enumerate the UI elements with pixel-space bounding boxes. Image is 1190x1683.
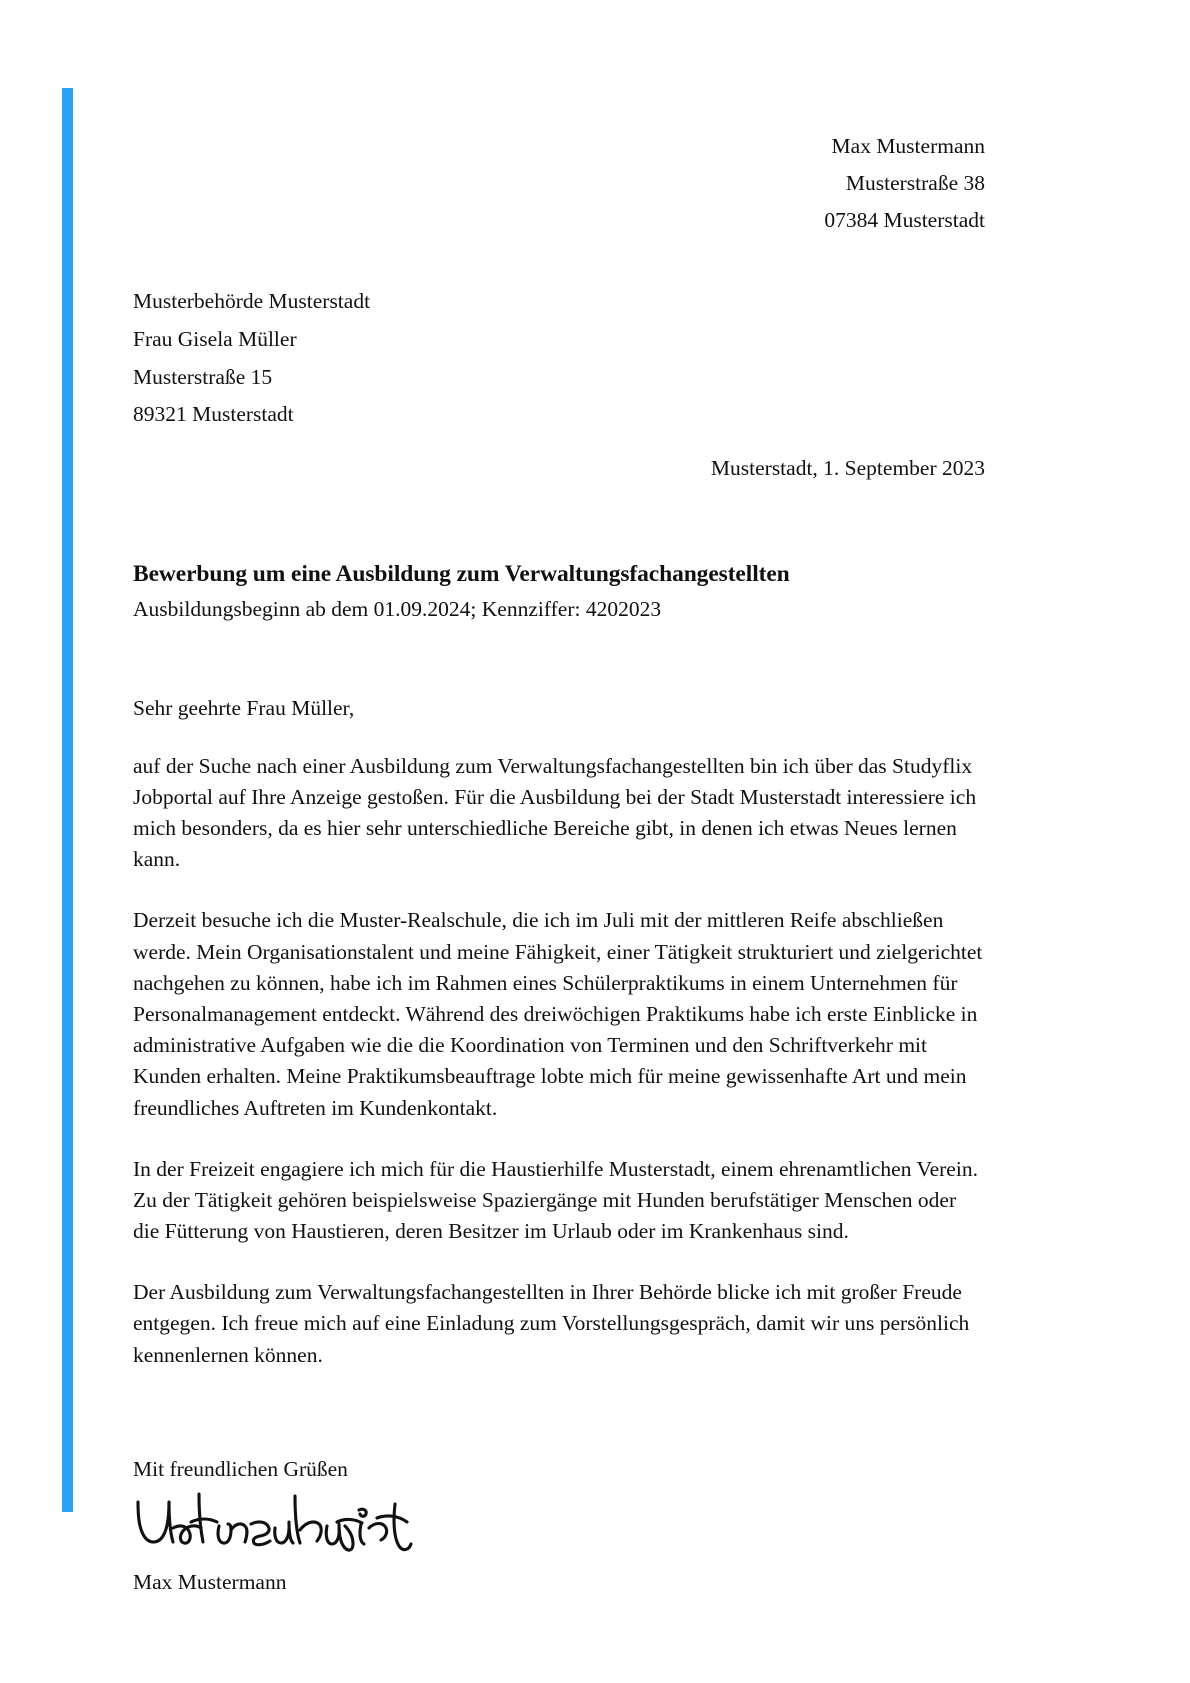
blue-accent-bar xyxy=(62,88,73,1512)
letter-content xyxy=(133,0,985,1595)
recipient-city: 89321 Musterstadt xyxy=(133,402,294,427)
paragraph: Der Ausbildung zum Verwaltungsfachangestellten in Ihrer Behörde blicke ich mit großer Freude entgegen. Ich freue mich auf eine Einladung zum Vorstellungsgespräch, damit wir uns persönlich kennenlernen können. xyxy=(133,1280,970,1367)
paragraph: Derzeit besuche ich die Muster-Realschule, die ich im Juli mit der mittleren Reife abschließen werde. Mein Organisationstalent und meine Fähigkeit, einer Tätigkeit strukturiert und zielgerichtet nachgehen zu können, habe ich im Rahmen eines Schülerpraktikums in einem Unternehmen für Personalmanagement entdeckt. Während des dreiwöchigen Praktikums habe ich erste Einblicke in administrative Aufgaben wie die die Koordination von Terminen und den Schriftverkehr mit Kunden erhalten. Meine Praktikumsbeauftrage lobte mich für meine gewissenhafte Art und mein freundliches Auftreten im Kundenkontakt. xyxy=(133,908,983,1120)
paragraph: auf der Suche nach einer Ausbildung zum Verwaltungsfachangestellten bin ich über das Studyflix Jobportal auf Ihre Anzeige gestoßen. Für die Ausbildung bei der Stadt Musterstadt interessiere ich mich besonders, da es hier sehr unterschiedliche Bereiche gibt, in denen ich etwas Neues lernen kann. xyxy=(133,753,977,872)
body-paragraphs xyxy=(133,751,985,1371)
sender-street: Musterstraße 38 xyxy=(845,170,985,195)
sender-city: 07384 Musterstadt xyxy=(824,207,985,232)
sender-name: Max Mustermann xyxy=(831,134,985,158)
subject-subtitle: Ausbildungsbeginn ab dem 01.09.2024; Kennziffer: 4202023 xyxy=(133,596,662,621)
closing-phrase: Mit freundlichen Grüßen xyxy=(133,1456,348,1481)
recipient-contact: Frau Gisela Müller xyxy=(133,326,297,351)
signer-name: Max Mustermann xyxy=(133,1569,287,1594)
handwritten-signature xyxy=(133,1488,433,1566)
date-line: Musterstadt, 1. September 2023 xyxy=(710,456,985,481)
recipient-organization: Musterbehörde Musterstadt xyxy=(133,288,371,313)
sender-address-block xyxy=(133,128,985,239)
subject-title: Bewerbung um eine Ausbildung zum Verwaltungsfachangestellten xyxy=(133,561,790,588)
recipient-street: Musterstraße 15 xyxy=(133,364,273,389)
salutation: Sehr geehrte Frau Müller, xyxy=(133,695,355,720)
paragraph: In der Freizeit engagiere ich mich für die Haustierhilfe Musterstadt, einem ehrenamtlichen Verein. Zu der Tätigkeit gehören beispielsweise Spaziergänge mit Hunden berufstätiger Menschen oder die Fütterung von Haustieren, deren Besitzer im Urlaub oder im Krankenhaus sind. xyxy=(133,1156,978,1244)
recipient-address-block xyxy=(133,283,985,434)
